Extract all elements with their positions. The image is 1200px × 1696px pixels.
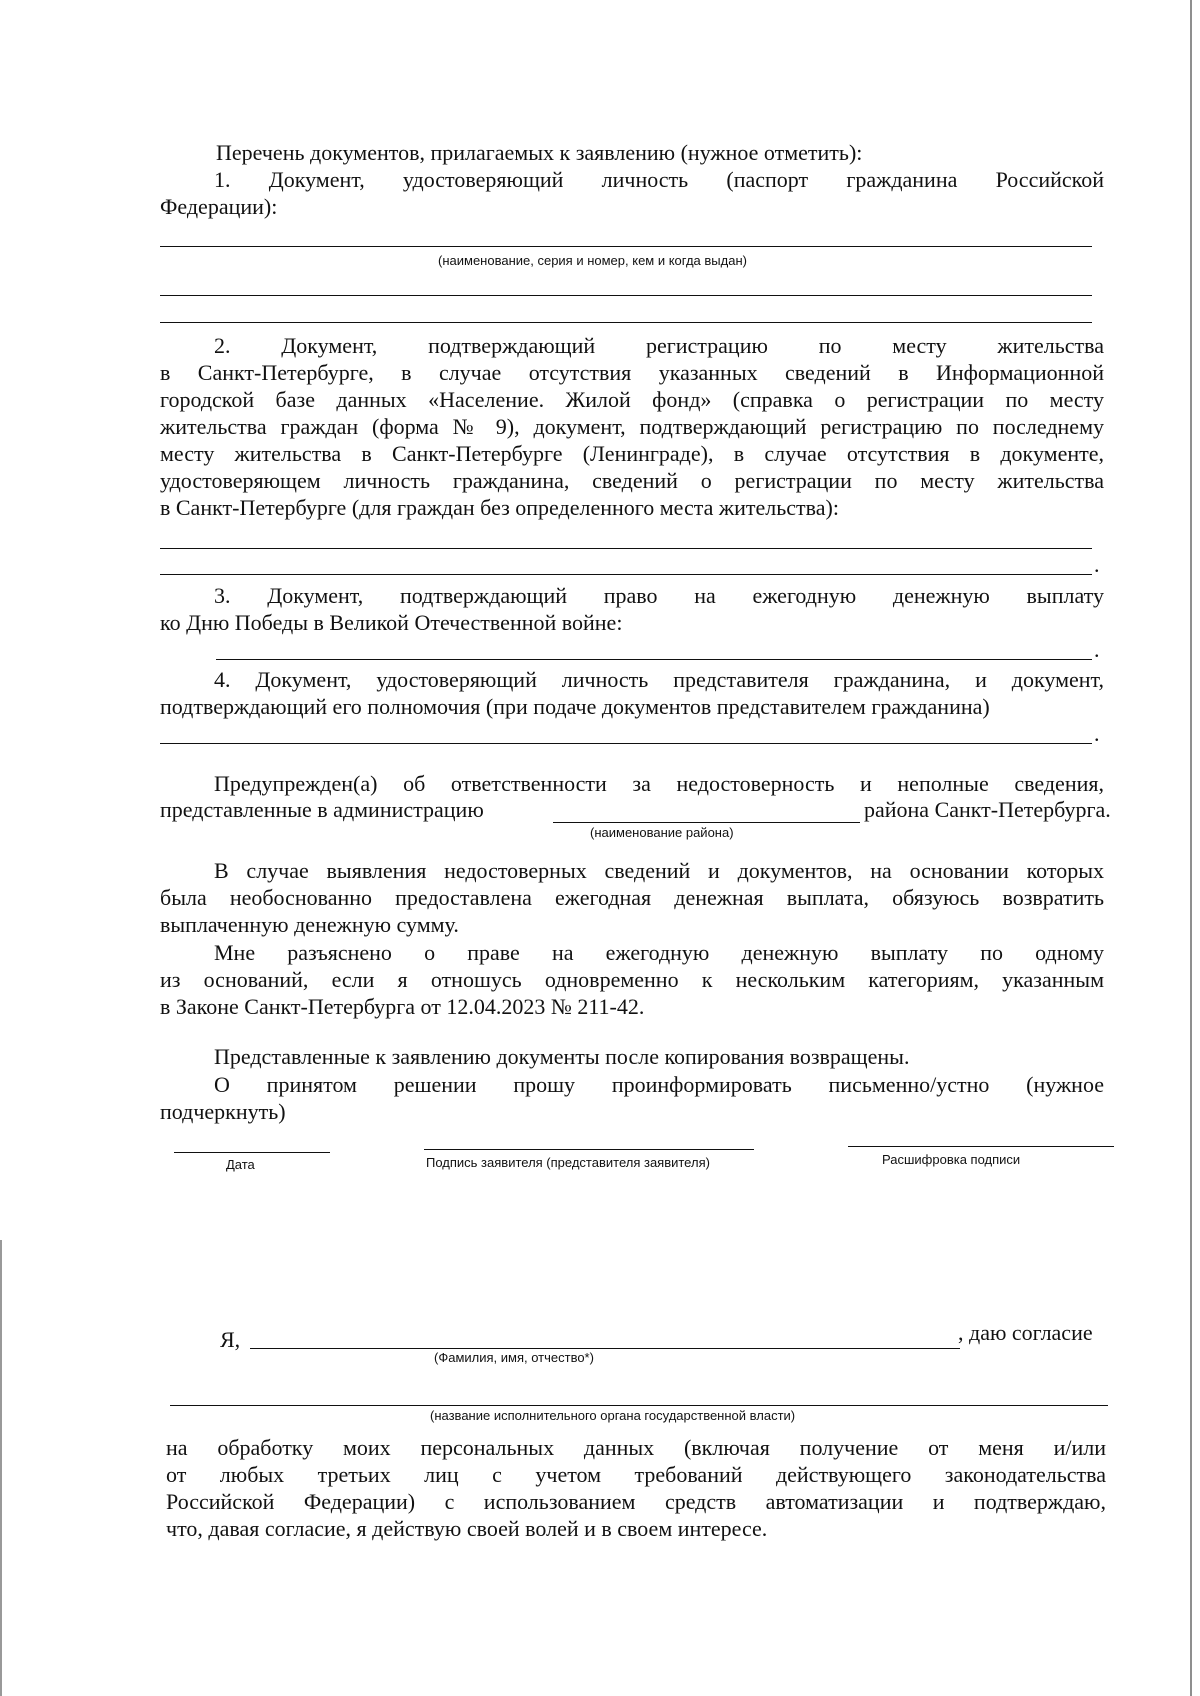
inform-line-1: О принятом решении прошу проинформировать письменно/устно (нужное [214, 1072, 1104, 1097]
decode-field-line [848, 1146, 1114, 1147]
scan-edge-right [1190, 0, 1192, 1696]
item-3-line-1: 3. Документ, подтверждающий право на ежегодную денежную выплату [214, 583, 1104, 608]
refund-line-1: В случае выявления недостоверных сведений и документов, на основании которых [214, 858, 1104, 883]
item-2-line-7: в Санкт-Петербурге (для граждан без определенного места жительства): [160, 495, 839, 520]
fio-caption: (Фамилия, имя, отчество*) [434, 1350, 594, 1365]
item-2-line-3: городской базе данных «Население. Жилой фонд» (справка о регистрации по месту [160, 387, 1104, 412]
item-2-line-6: удостоверяющем личность гражданина, сведений о регистрации по месту жительства [160, 468, 1104, 493]
refund-line-3: выплаченную денежную сумму. [160, 912, 459, 937]
item-4-line-2: подтверждающий его полномочия (при подаче документов представителем гражданина) [160, 694, 990, 719]
item-2-line-2: в Санкт-Петербурге, в случае отсутствия указанных сведений в Информационной [160, 360, 1104, 385]
scan-edge-left [0, 1240, 2, 1696]
item-3-end-dot: . [1094, 637, 1100, 662]
org-field-line [170, 1405, 1108, 1406]
item-2-end-dot: . [1094, 552, 1100, 577]
inform-line-2: подчеркнуть) [160, 1099, 286, 1124]
item-1-line-1: 1. Документ, удостоверяющий личность (паспорт гражданина Российской [214, 167, 1104, 192]
item-4-field-line [160, 743, 1092, 744]
returned-line: Представленные к заявлению документы после копирования возвращены. [214, 1044, 910, 1069]
signature-caption: Подпись заявителя (представителя заявителя) [426, 1155, 710, 1170]
org-caption: (название исполнительного органа государственной власти) [430, 1408, 796, 1423]
warning-line-1: Предупрежден(а) об ответственности за недостоверность и неполные сведения, [214, 771, 1104, 796]
item-1-line-2: Федерации): [160, 194, 278, 219]
consent-line-1: на обработку моих персональных данных (включая получение от меня и/или [166, 1435, 1106, 1460]
item-1-field-line [160, 246, 1092, 247]
item-4-line-1: 4. Документ, удостоверяющий личность представителя гражданина, и документ, [214, 667, 1104, 692]
consent-ya: Я, [220, 1327, 241, 1352]
item-1-caption: (наименование, серия и номер, кем и когда выдан) [438, 253, 747, 268]
returned-paragraph [160, 1043, 1104, 1070]
item-2-line-1: 2. Документ, подтверждающий регистрацию по месту жительства [214, 333, 1104, 358]
explained-paragraph [160, 939, 1104, 1020]
fio-field-line [250, 1348, 960, 1349]
date-field-line [174, 1152, 330, 1153]
item-2-line-5: месту жительства в Санкт-Петербурге (Ленинграде), в случае отсутствия в документе, [160, 441, 1104, 466]
consent-give: , даю согласие [958, 1320, 1093, 1345]
signature-field-line [424, 1149, 754, 1150]
item-3 [160, 582, 1104, 636]
item-1-field-line-3 [160, 322, 1092, 323]
item-4-end-dot: . [1094, 721, 1100, 746]
warning-line-2-after: района Санкт-Петербурга. [864, 797, 1111, 822]
warning-paragraph [160, 770, 1104, 797]
explained-line-1: Мне разъяснено о праве на ежегодную денежную выплату по одному [214, 940, 1104, 965]
item-3-line-2: ко Дню Победы в Великой Отечественной войне: [160, 610, 623, 635]
list-header: Перечень документов, прилагаемых к заявлению (нужное отметить): [216, 140, 863, 165]
explained-line-2: из оснований, если я отношусь одновременно к нескольким категориям, указанным [160, 967, 1104, 992]
consent-paragraph [166, 1434, 1106, 1542]
item-3-field-line [216, 659, 1092, 660]
date-caption: Дата [226, 1157, 255, 1172]
refund-line-2: была необоснованно предоставлена ежегодная денежная выплата, обязуюсь возвратить [160, 885, 1104, 910]
warning-line-2-before: представленные в администрацию [160, 797, 484, 822]
consent-line-3: Российской Федерации) с использованием средств автоматизации и подтверждаю, [166, 1489, 1106, 1514]
consent-line-4: что, давая согласие, я действую своей волей и в своем интересе. [166, 1516, 768, 1541]
item-4 [160, 666, 1104, 720]
district-field-line [553, 822, 860, 823]
district-caption: (наименование района) [590, 825, 734, 840]
inform-paragraph [160, 1071, 1104, 1125]
item-1 [160, 166, 1104, 220]
item-2-field-line-2 [160, 574, 1092, 575]
item-2-line-4: жительства граждан (форма № 9), документ, подтверждающий регистрацию по последнему [160, 414, 1104, 439]
decode-caption: Расшифровка подписи [882, 1152, 1021, 1167]
item-2-field-line [160, 548, 1092, 549]
explained-line-3: в Законе Санкт-Петербурга от 12.04.2023 № 211-42. [160, 994, 645, 1019]
item-1-field-line-2 [160, 295, 1092, 296]
refund-paragraph [160, 857, 1104, 938]
item-2 [160, 332, 1104, 521]
consent-line-2: от любых третьих лиц с учетом требований действующего законодательства [166, 1462, 1106, 1487]
